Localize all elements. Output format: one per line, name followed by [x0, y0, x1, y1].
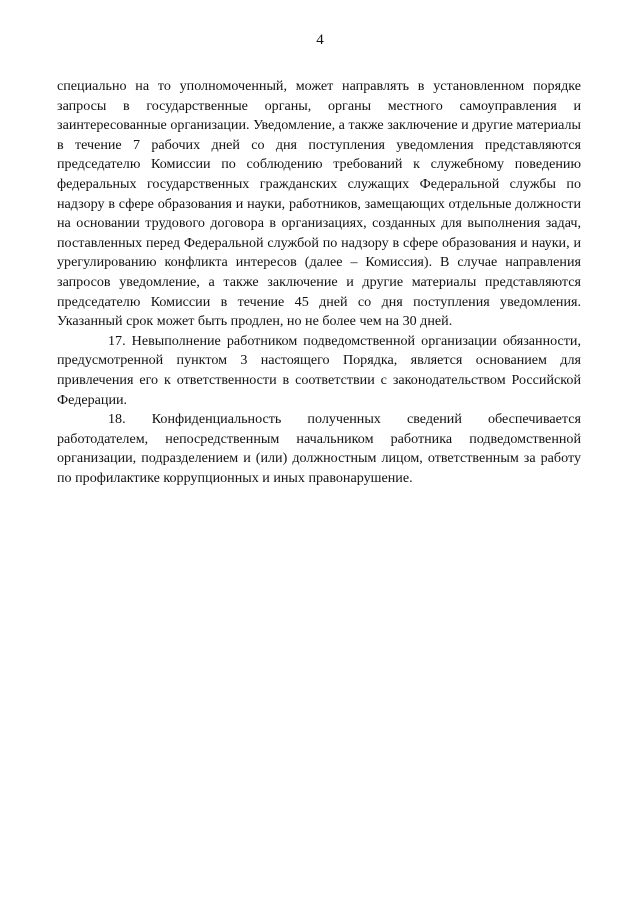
paragraph-item-18: 18. Конфиденциальность полученных сведений обеспечивается работодателем, непосредственным начальником работника подведомственной организации, подразделением и (или) должностным лицом, ответственным за работу по профилактике коррупционных и иных правонарушение. [57, 411, 581, 486]
paragraph-item-17: 17. Невыполнение работником подведомственной организации обязанности, предусмотренной пунктом 3 настоящего Порядка, является основанием для привлечения его к ответственности в соответствии с законодательством Российской Федерации. [57, 332, 581, 408]
document-body [57, 77, 581, 488]
paragraph-continuation: специально на то уполномоченный, может направлять в установленном порядке запросы в государственные органы, органы местного самоуправления и заинтересованные организации. Уведомление, а также заключение и другие материалы в течение 7 рабочих дней со дня поступления уведомления представляются председателю Комиссии по соблюдению требований к служебному поведению федеральных государственных гражданских служащих Федеральной службы по надзору в сфере образования и науки, работников, замещающих отдельные должности на основании трудового договора в организациях, созданных для выполнения задач, поставленных перед Федеральной службой по надзору в сфере образования и науки, и урегулированию конфликта интересов (далее – Комиссия). В случае направления запросов уведомление, а также заключение и другие материалы представляются председателю Комиссии в течение 45 дней со дня поступления уведомления. Указанный срок может быть продлен, но не более чем на 30 дней. [57, 78, 581, 330]
page-number: 4 [316, 32, 324, 48]
